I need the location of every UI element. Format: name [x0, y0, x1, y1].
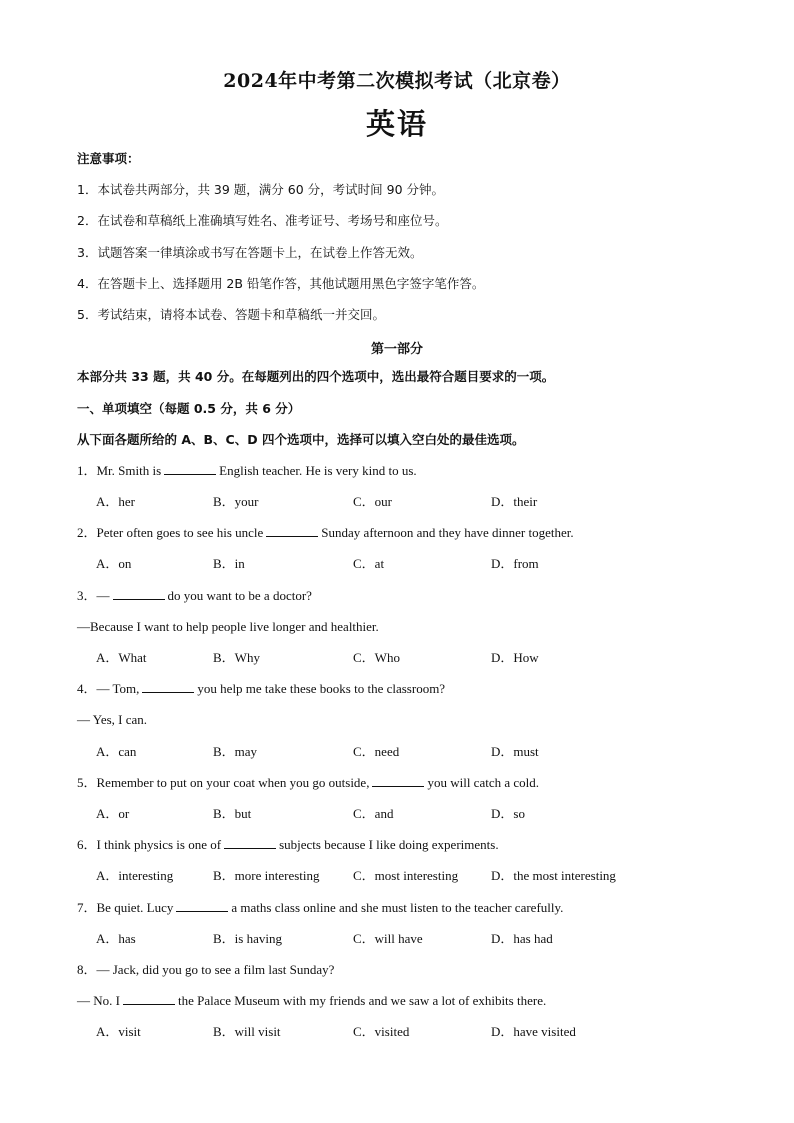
question-1: 1．Mr. Smith is English teacher. He is very kind to us.: [77, 463, 417, 478]
section-instruction: 从下面各题所给的 A、B、C、D 四个选项中，选择可以填入空白处的最佳选项。: [77, 432, 525, 447]
notice-heading: 注意事项：: [77, 151, 140, 166]
notice-item: 4．在答题卡上、选择题用 2B 铅笔作答，其他试题用黑色字签字笔作答。: [77, 276, 485, 291]
answer-blank: [123, 992, 175, 1005]
question-2: 2．Peter often goes to see his uncle Sunday afternoon and they have dinner together.: [77, 525, 574, 540]
option-a: A．on: [96, 556, 132, 571]
section-heading: 一、单项填空（每题 0.5 分，共 6 分）: [77, 401, 301, 416]
option-d: D．from: [491, 556, 539, 571]
notice-item: 5．考试结束，请将本试卷、答题卡和草稿纸一并交回。: [77, 307, 385, 322]
option-b: B．will visit: [213, 1024, 281, 1039]
option-d: D．must: [491, 744, 539, 759]
option-a: A．What: [96, 650, 147, 665]
question-3: 3．— do you want to be a doctor?: [77, 588, 312, 603]
question-3-answer: —Because I want to help people live longer and healthier.: [77, 619, 379, 634]
option-c: C．and: [353, 806, 394, 821]
option-d: D．so: [491, 806, 525, 821]
answer-blank: [164, 462, 216, 475]
option-b: B．in: [213, 556, 245, 571]
option-b: B．may: [213, 744, 258, 759]
option-c: C．our: [353, 494, 393, 509]
option-b: B．is having: [213, 931, 282, 946]
question-7: 7．Be quiet. Lucy a maths class online and she must listen to the teacher carefully.: [77, 900, 564, 915]
option-a: A．her: [96, 494, 135, 509]
option-c: C．at: [353, 556, 385, 571]
exam-title: 2024年中考第二次模拟考试（北京卷）: [223, 70, 571, 92]
question-5: 5．Remember to put on your coat when you go outside, you will catch a cold.: [77, 775, 540, 790]
question-8-answer: — No. I the Palace Museum with my friends and we saw a lot of exhibits there.: [77, 993, 547, 1008]
notice-item: 2．在试卷和草稿纸上准确填写姓名、准考证号、考场号和座位号。: [77, 213, 448, 228]
question-4: 4．— Tom, you help me take these books to the classroom?: [77, 681, 446, 696]
option-c: C．will have: [353, 931, 423, 946]
option-b: B．your: [213, 494, 259, 509]
question-8: 8．— Jack, did you go to see a film last Sunday?: [77, 962, 335, 977]
option-a: A．interesting: [96, 868, 174, 883]
answer-blank: [142, 680, 194, 693]
option-a: A．can: [96, 744, 137, 759]
answer-blank: [176, 899, 228, 912]
subject-title: 英语: [365, 107, 428, 141]
notice-item: 3．试题答案一律填涂或书写在答题卡上，在试卷上作答无效。: [77, 245, 423, 260]
part-title: 第一部分: [370, 342, 423, 357]
answer-blank: [113, 587, 165, 600]
option-d: D．has had: [491, 931, 553, 946]
answer-blank: [372, 774, 424, 787]
option-c: C．most interesting: [353, 868, 459, 883]
option-c: C．Who: [353, 650, 400, 665]
option-b: B．but: [213, 806, 252, 821]
question-6: 6．I think physics is one of subjects because I like doing experiments.: [77, 837, 499, 852]
answer-blank: [266, 524, 318, 537]
option-a: A．visit: [96, 1024, 141, 1039]
option-a: A．or: [96, 806, 130, 821]
option-d: D．the most interesting: [491, 868, 616, 883]
notice-item: 1．本试卷共两部分，共 39 题，满分 60 分，考试时间 90 分钟。: [77, 182, 445, 197]
option-d: D．How: [491, 650, 539, 665]
option-c: C．visited: [353, 1024, 410, 1039]
option-b: B．more interesting: [213, 868, 320, 883]
option-b: B．Why: [213, 650, 260, 665]
question-4-answer: — Yes, I can.: [77, 712, 148, 727]
option-a: A．has: [96, 931, 136, 946]
option-d: D．have visited: [491, 1024, 576, 1039]
answer-blank: [224, 836, 276, 849]
part-intro: 本部分共 33 题，共 40 分。在每题列出的四个选项中，选出最符合题目要求的一项。: [77, 369, 555, 384]
option-d: D．their: [491, 494, 538, 509]
option-c: C．need: [353, 744, 400, 759]
